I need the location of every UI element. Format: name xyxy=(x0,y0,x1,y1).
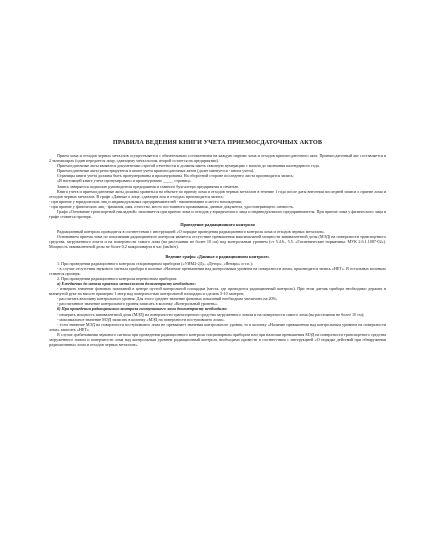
section-paragraph: Основанием приема лома по показаниям радиационного контроля является отсутствие превышения максимальной мощности эквивалентной дозы (МЭД) на поверхности транспортного средства, загруженного лом-м и на поверхности самого лома (на расстоянии не более 10 см) над контрольным уровнем (ст 5.4.6., 5.5. «Гигиенические нормативы. МУК 2.6.1.1087-02»). Мощность эквивалентной дозы не более 0,2 микрозиверта в час (мкЗв/ч). xyxy=(49,233,386,249)
intro-paragraph: Графа «Основание транспортной накладной» заполняется при приеме лома и отходов у юридического лица и индивидуального предпринимателя. При приеме лома у физического лица в графе ставится прочерк. xyxy=(49,209,386,220)
radiation-control-section xyxy=(49,229,386,249)
intro-paragraph: Приемосдаточные акты являются документами строгой отчетности и должны иметь сквозную нумерацию с начала до окончания календарного года. xyxy=(57,163,320,169)
intro-paragraph: - при приеме у физических лиц - фамилия, имя, отчество, место постоянного проживания, данные документа, удостоверяющего личность. xyxy=(49,203,294,209)
section-heading: Проведение радиационного контроля xyxy=(180,222,255,228)
intro-section xyxy=(49,153,386,219)
section-paragraph: - рассчитать величину контрольного уровня. Для этого среднее значение фоновых показаний необходимо увеличить на 20%; xyxy=(57,296,278,302)
section-paragraph: Радиационный контроль проводится в соответствии с инструкцией «О порядке проведения радиационного контроля лома и отходов черных металлов». xyxy=(57,228,326,234)
intro-paragraph: Страницы книги учета должны быть пронумерованы и прошнурованы. На оборотной стороне последнего листа производится запись: xyxy=(57,173,294,179)
section-paragraph: 1. При проведении радиационного контроля стационарным прибором («УИМ2-2Д», «Детор», «Янтарь» и т.п.): xyxy=(57,260,253,266)
section-heading: Ведение графы «Данные о радиационном контроле» xyxy=(165,254,270,260)
section-paragraph: - измерить мощность эквивалентной дозы (МЭД) на поверхности транспортного средства загруженного ломом и на поверхности самого лома (на расстоянии не более 10 см); xyxy=(57,311,365,317)
intro-paragraph: Книга учета и приемосдаточные акты должны храниться на объекте по приему лома и отходов черных металлов в течение 1 года после даты внесения последней записи о приеме лома и отходов черных металлов. В графе «Данные о лице, сдающем лом и отходы» производится запись: xyxy=(49,188,386,199)
section-paragraph: - максимальное значение МЭД записать в колонку «МЭД на поверхности поступившего лома». xyxy=(57,316,225,322)
intro-paragraph: Приемосдаточные акты регистрируются в книге учета приемосдаточных актов (далее именуется - книга учета). xyxy=(57,168,255,174)
intro-paragraph: - при приеме у юридических лиц и индивидуальных предпринимателей - наименование и место нахождения; xyxy=(49,198,242,204)
intro-paragraph: Запись заверяется подписью руководителя предприятия и главного бухгалтера предприятия и печатью. xyxy=(57,183,239,189)
section-paragraph: - рассчитанное значение контрольного уровня записать в колонку «Контрольный уровень». xyxy=(57,301,219,307)
radiation-data-section xyxy=(49,261,386,348)
document-title: ПРАВИЛА ВЕДЕНИЯ КНИГИ УЧЕТА ПРИЕМОСДАТОЧНЫХ АКТОВ xyxy=(112,139,323,146)
section-paragraph: - в случае отсутствия звукового сигнала прибора в колонке «Наличие превышения над контрольным уровнем на поверхности лома» производится запись «НЕТ». В остальных колонках ставится прочерк. xyxy=(49,265,386,276)
section-paragraph: 2. При проведении радиационного контроля переносным прибором: xyxy=(57,275,178,281)
section-paragraph: - измерить значение фоновых показаний в центре пустой контрольной площадки (места, где проводится радиационный контроль). При этом датчик прибора необходимо держать в вытянутой руке на высоте примерно 1 метр над поверхностью контрольной площадки и сделать 5-10 замеров; xyxy=(49,286,386,297)
section-paragraph: В случае срабатывания звукового сигнала при проведении радиационного контроля стационарным прибором или при наличии превышения МЭД на поверхности транспортного средства загруженного ломом и поверхности лома над контрольным уровнем радиационный контроль необходимо провести в соответствии с инструкцией «О порядке действий при обнаружении радиоактивных лома и отходов черных металлов». xyxy=(49,331,386,348)
section-paragraph: - если значение МЭД на поверхности поступившего лома не превышает значения контрольного уровня, то в колонку «Наличие превышения над контрольным уровнем на поверхности лома» записать «НЕТ». xyxy=(49,321,386,332)
section-subheading: б) При проведении радиационного контроля поступившего лома дозиметристу необходимо: xyxy=(57,306,228,312)
section-subheading: а) Ежедневно до начала приемки металлолома дозиметристу необходимо: xyxy=(57,280,196,286)
intro-paragraph: «В настоящей книге учета пронумеровано и прошнуровано _____ страниц». xyxy=(57,178,192,184)
intro-paragraph: Прием лома и отходов черных металлов осуществляется с обязательным составлением на каждую партию лома и отходов приемосдаточного акта. Приемосдаточный акт составляется в 2 экземплярах (один передается лицу, сдающему металлолом, второй остается на предприятии). xyxy=(49,153,386,164)
